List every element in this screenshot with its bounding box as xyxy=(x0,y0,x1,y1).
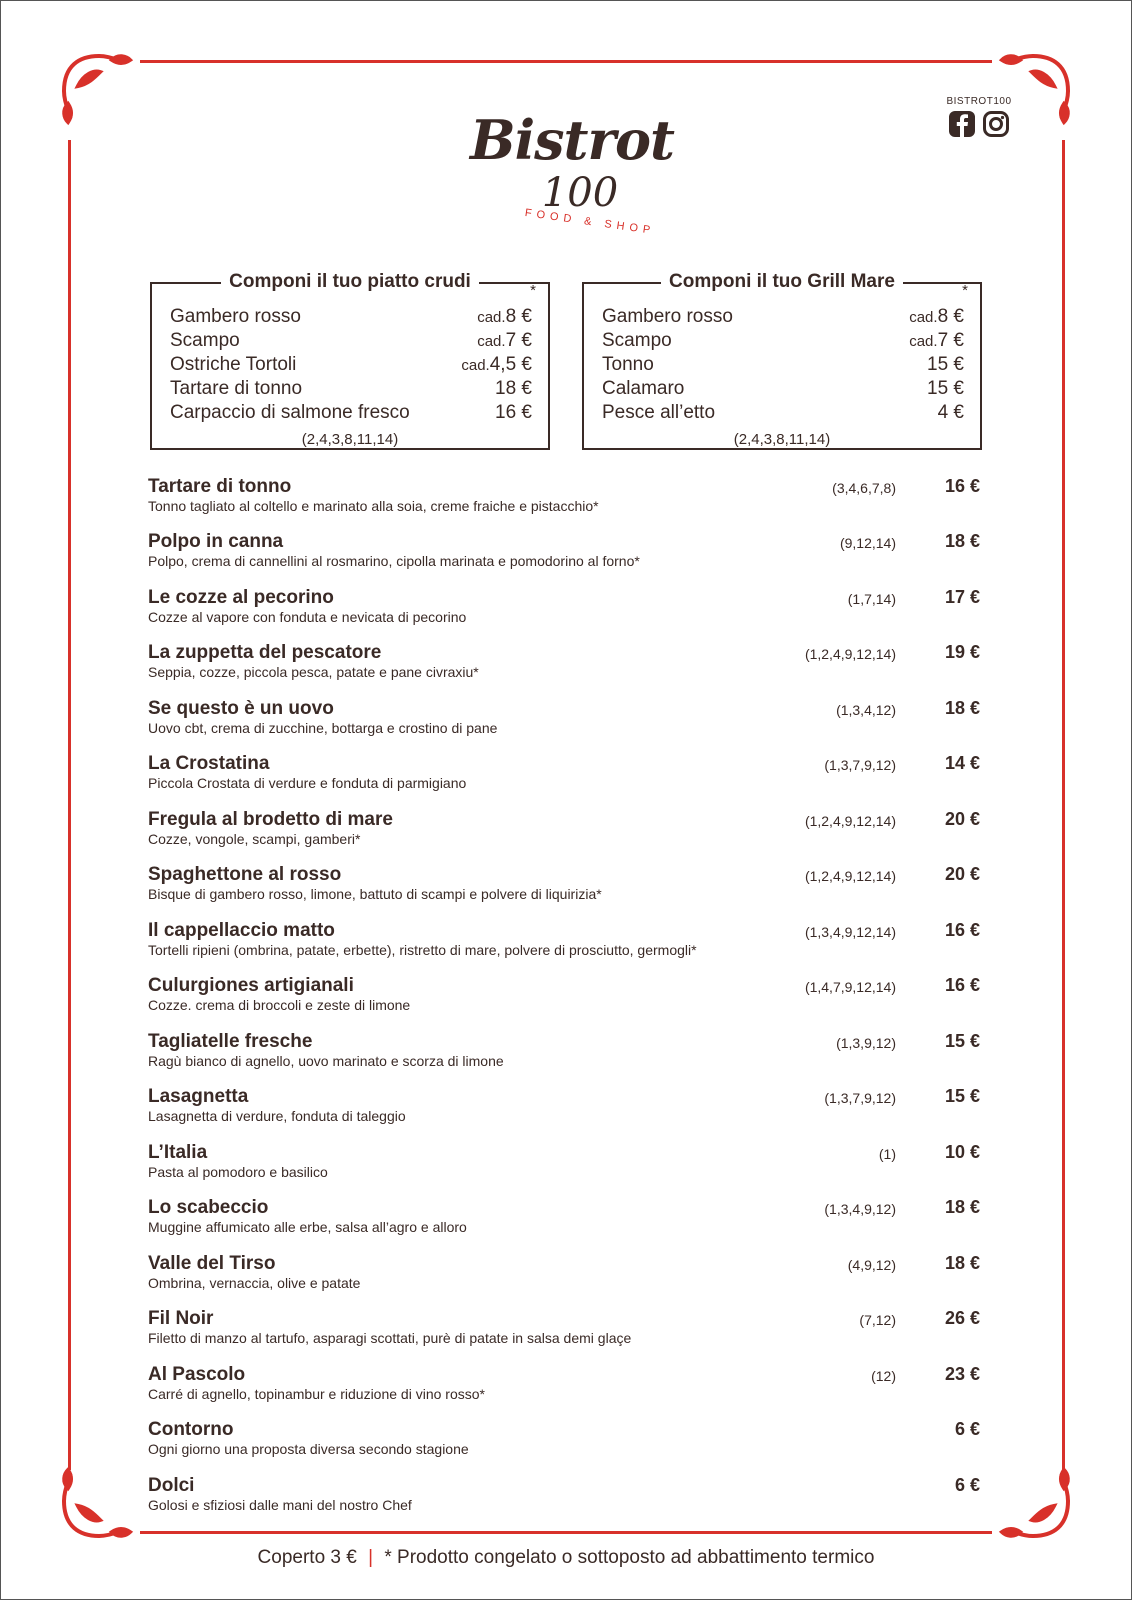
dish-title: Lasagnetta xyxy=(148,1086,249,1107)
brand-name: Bistrot xyxy=(470,108,674,172)
box-allergens: (2,4,3,8,11,14) xyxy=(301,431,399,448)
dish-title: Dolci xyxy=(148,1475,195,1496)
dish-description: Seppia, cozze, piccola pesca, patate e pane civraxiu* xyxy=(148,664,479,680)
dish-allergens: (12) xyxy=(871,1368,896,1384)
dish-description: Golosi e sfiziosi dalle mani del nostro Chef xyxy=(148,1497,412,1513)
box-allergens: (2,4,3,8,11,14) xyxy=(733,431,831,448)
dish-description: Pasta al pomodoro e basilico xyxy=(148,1164,328,1180)
item-name: Pesce all’etto xyxy=(602,402,716,423)
item-name: Scampo xyxy=(602,330,672,351)
dish-description: Polpo, crema di cannellini al rosmarino, cipolla marinata e pomodorino al forno* xyxy=(148,553,640,569)
facebook-icon[interactable] xyxy=(948,110,976,138)
dish-description: Piccola Crostata di verdure e fonduta di parmigiano xyxy=(148,775,467,791)
menu-item xyxy=(148,1142,980,1198)
frame-right-line xyxy=(1062,140,1065,1470)
crudi-box xyxy=(150,271,550,450)
dish-description: Muggine affumicato alle erbe, salsa all’agro e alloro xyxy=(148,1219,467,1235)
menu-item xyxy=(148,920,980,976)
dish-price: 19 € xyxy=(944,642,980,662)
dish-description: Filetto di manzo al tartufo, asparagi scottati, purè di patate in salsa demi glaçe xyxy=(148,1330,632,1346)
grill-box-title: Componi il tuo Grill Mare xyxy=(661,271,903,292)
grill-box xyxy=(582,271,982,450)
menu-item xyxy=(148,1419,980,1475)
dish-allergens: (7,12) xyxy=(859,1312,896,1328)
dish-allergens: (1,3,4,12) xyxy=(836,702,896,718)
dish-description: Lasagnetta di verdure, fonduta di taleggio xyxy=(148,1108,406,1124)
dish-title: Fil Noir xyxy=(148,1308,214,1329)
dish-title: Polpo in canna xyxy=(148,531,284,552)
dish-title: Spaghettone al rosso xyxy=(148,864,342,885)
dish-price: 18 € xyxy=(944,1197,980,1217)
item-price: 4,5 € xyxy=(489,354,532,375)
item-prefix: cad. xyxy=(909,333,938,350)
dish-allergens: (1,2,4,9,12,14) xyxy=(804,813,896,829)
item-name: Gambero rosso xyxy=(602,306,733,327)
dish-price: 20 € xyxy=(944,864,980,884)
box-item xyxy=(170,402,532,426)
dish-title: Tagliatelle fresche xyxy=(148,1031,313,1052)
dish-title: Le cozze al pecorino xyxy=(148,587,334,608)
frame-left-line xyxy=(68,140,71,1470)
box-item xyxy=(170,378,532,402)
box-item xyxy=(602,354,964,378)
dish-price: 6 € xyxy=(954,1419,980,1439)
dish-description: Cozze. crema di broccoli e zeste di limone xyxy=(148,997,411,1013)
menu-item xyxy=(148,1086,980,1142)
dish-price: 26 € xyxy=(944,1308,980,1328)
item-price: 15 € xyxy=(927,354,964,375)
dish-allergens: (1,3,7,9,12) xyxy=(824,757,896,773)
box-item xyxy=(602,306,964,330)
footer-note xyxy=(0,1547,1132,1569)
item-name: Calamaro xyxy=(602,378,685,399)
dish-price: 20 € xyxy=(944,809,980,829)
dish-description: Ragù bianco di agnello, uovo marinato e scorza di limone xyxy=(148,1053,504,1069)
dish-title: Lo scabeccio xyxy=(148,1197,269,1218)
social-block xyxy=(944,96,1014,138)
dish-price: 16 € xyxy=(944,920,980,940)
item-price: 8 € xyxy=(937,306,964,327)
dish-title: Il cappellaccio matto xyxy=(148,920,335,941)
menu-item xyxy=(148,531,980,587)
dish-allergens: (1,4,7,9,12,14) xyxy=(804,979,896,995)
footer-separator: | xyxy=(368,1547,374,1568)
menu-item xyxy=(148,587,980,643)
dish-description: Carré di agnello, topinambur e riduzione di vino rosso* xyxy=(148,1386,485,1402)
dish-price: 18 € xyxy=(944,531,980,551)
item-name: Carpaccio di salmone fresco xyxy=(170,402,410,423)
menu-item xyxy=(148,809,980,865)
dish-allergens: (9,12,14) xyxy=(839,535,896,551)
corner-ornament-icon xyxy=(54,46,144,136)
dish-title: L’Italia xyxy=(148,1142,208,1163)
dish-price: 6 € xyxy=(954,1475,980,1495)
frozen-note-text: * Prodotto congelato o sottoposto ad abbattimento termico xyxy=(384,1547,875,1568)
item-prefix: cad. xyxy=(909,309,938,326)
dish-allergens: (1,2,4,9,12,14) xyxy=(804,868,896,884)
menu-item xyxy=(148,864,980,920)
frame-top-line xyxy=(140,60,992,63)
item-price: 18 € xyxy=(495,378,532,399)
menu-item xyxy=(148,476,980,532)
dish-title: Valle del Tirso xyxy=(148,1253,276,1274)
menu-item xyxy=(148,753,980,809)
menu-item xyxy=(148,698,980,754)
item-prefix: cad. xyxy=(461,357,490,374)
corner-ornament-icon xyxy=(54,1456,144,1546)
social-handle: BISTROT100 xyxy=(946,96,1012,107)
box-item xyxy=(170,330,532,354)
dish-allergens: (3,4,6,7,8) xyxy=(832,480,896,496)
frame-bottom-line xyxy=(140,1531,992,1534)
box-item xyxy=(602,378,964,402)
dish-description: Tonno tagliato al coltello e marinato alla soia, creme fraiche e pistacchio* xyxy=(148,498,599,514)
dish-price: 14 € xyxy=(944,753,980,773)
frozen-star: * xyxy=(530,282,536,299)
dish-allergens: (1,2,4,9,12,14) xyxy=(804,646,896,662)
corner-ornament-icon xyxy=(988,1456,1078,1546)
brand-tagline: FOOD & SHOP xyxy=(524,206,656,238)
menu-item xyxy=(148,1197,980,1253)
dish-description: Tortelli ripieni (ombrina, patate, erbette), ristretto di mare, polvere di prosciutto, germogli* xyxy=(148,942,697,958)
dish-description: Ombrina, vernaccia, olive e patate xyxy=(148,1275,361,1291)
box-item xyxy=(602,402,964,426)
dish-description: Bisque di gambero rosso, limone, battuto di scampi e polvere di liquirizia* xyxy=(148,886,602,902)
dish-allergens: (1,3,4,9,12) xyxy=(824,1201,896,1217)
menu-item xyxy=(148,1031,980,1087)
menu-item xyxy=(148,1253,980,1309)
item-name: Scampo xyxy=(170,330,240,351)
dish-description: Ogni giorno una proposta diversa secondo stagione xyxy=(148,1441,469,1457)
item-name: Gambero rosso xyxy=(170,306,301,327)
dish-title: Culurgiones artigianali xyxy=(148,975,354,996)
dish-allergens: (1,7,14) xyxy=(847,591,896,607)
menu-item xyxy=(148,1364,980,1420)
dish-title: Fregula al brodetto di mare xyxy=(148,809,393,830)
dish-price: 23 € xyxy=(944,1364,980,1384)
dish-allergens: (1,3,4,9,12,14) xyxy=(804,924,896,940)
box-item xyxy=(170,354,532,378)
frozen-star: * xyxy=(962,282,968,299)
menu-item xyxy=(148,642,980,698)
dish-title: La zuppetta del pescatore xyxy=(148,642,382,663)
dish-price: 18 € xyxy=(944,698,980,718)
item-name: Tonno xyxy=(602,354,654,375)
dish-title: Se questo è un uovo xyxy=(148,698,334,719)
item-price: 16 € xyxy=(495,402,532,423)
coperto-text: Coperto 3 € xyxy=(257,1547,357,1568)
instagram-icon[interactable] xyxy=(982,110,1010,138)
dish-description: Cozze al vapore con fonduta e nevicata di pecorino xyxy=(148,609,467,625)
item-price: 8 € xyxy=(505,306,532,327)
dish-allergens: (1) xyxy=(878,1146,896,1162)
dish-description: Cozze, vongole, scampi, gamberi* xyxy=(148,831,361,847)
dish-title: La Crostatina xyxy=(148,753,270,774)
item-price: 7 € xyxy=(505,330,532,351)
item-name: Tartare di tonno xyxy=(170,378,303,399)
dish-title: Al Pascolo xyxy=(148,1364,246,1385)
box-item xyxy=(602,330,964,354)
dish-price: 15 € xyxy=(944,1031,980,1051)
item-price: 7 € xyxy=(937,330,964,351)
dish-price: 16 € xyxy=(944,476,980,496)
dish-price: 15 € xyxy=(944,1086,980,1106)
brand-logo xyxy=(470,108,674,258)
dish-description: Uovo cbt, crema di zucchine, bottarga e crostino di pane xyxy=(148,720,498,736)
dish-price: 10 € xyxy=(944,1142,980,1162)
dish-allergens: (1,3,7,9,12) xyxy=(824,1090,896,1106)
dish-price: 16 € xyxy=(944,975,980,995)
menu-item xyxy=(148,1475,980,1531)
dish-allergens: (4,9,12) xyxy=(847,1257,896,1273)
dish-price: 18 € xyxy=(944,1253,980,1273)
dish-title: Contorno xyxy=(148,1419,234,1440)
brand-number: 100 xyxy=(541,170,619,216)
dish-allergens: (1,3,9,12) xyxy=(836,1035,896,1051)
dish-price: 17 € xyxy=(944,587,980,607)
item-prefix: cad. xyxy=(477,333,506,350)
crudi-box-title: Componi il tuo piatto crudi xyxy=(221,271,479,292)
item-name: Ostriche Tortoli xyxy=(170,354,297,375)
item-prefix: cad. xyxy=(477,309,506,326)
box-item xyxy=(170,306,532,330)
menu-item xyxy=(148,1308,980,1364)
item-price: 15 € xyxy=(927,378,964,399)
item-price: 4 € xyxy=(937,402,964,423)
dish-title: Tartare di tonno xyxy=(148,476,292,497)
menu-item xyxy=(148,975,980,1031)
